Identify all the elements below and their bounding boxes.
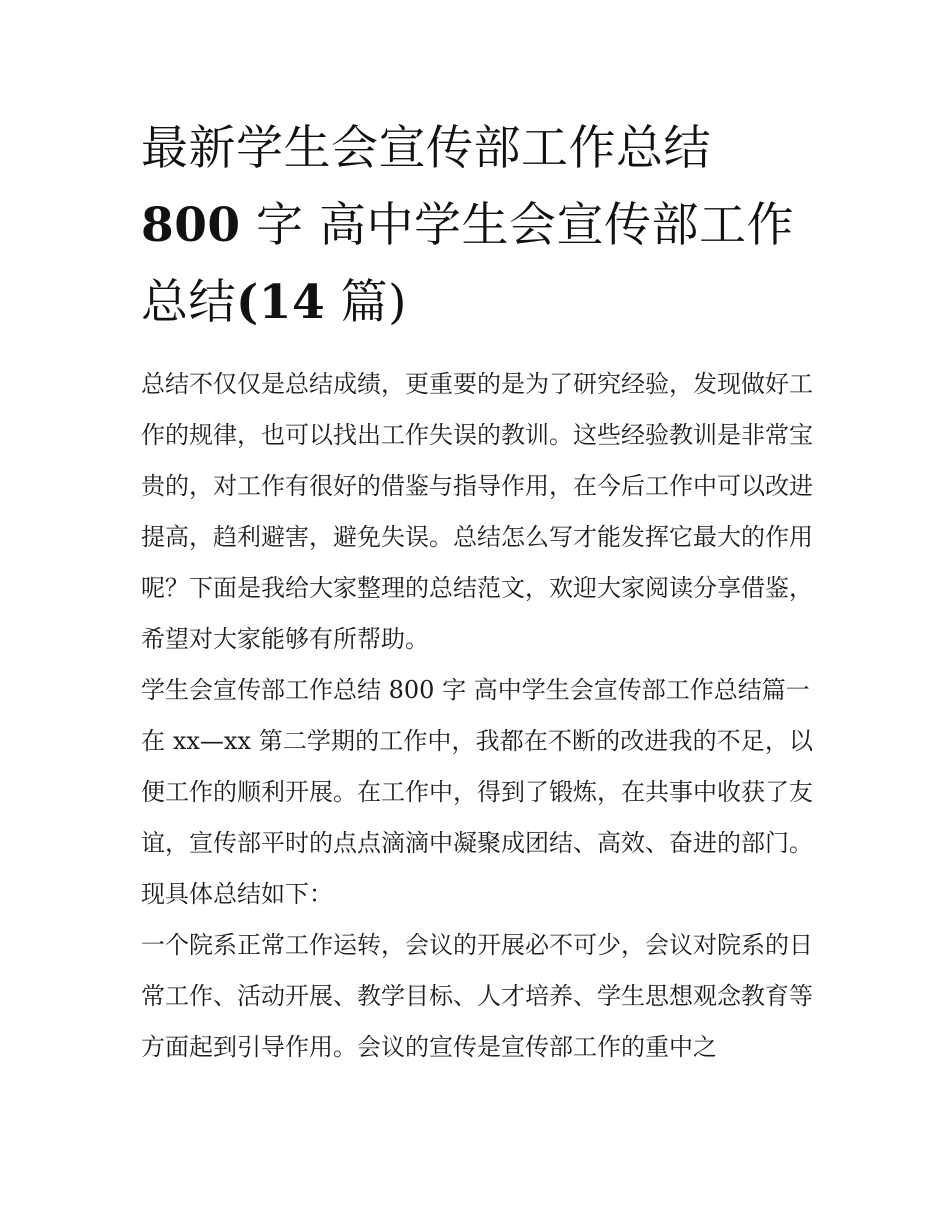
title-line-1: 最新学生会宣传部工作总结 xyxy=(141,121,711,176)
document-body xyxy=(141,110,813,1073)
body-paragraph-2: 一个院系正常工作运转，会议的开展必不可少，会议对院系的日常工作、活动开展、教学目标、人才培养、学生思想观念教育等方面起到引导作用。会议的宣传是宣传部工作的重中之 xyxy=(141,931,813,1061)
title-suffix: 篇) xyxy=(325,275,407,330)
body-paragraph-1: 在 xx—xx 第二学期的工作中，我都在不断的改进我的不足，以便工作的顺利开展。在工作中，得到了锻炼，在共事中收获了友谊，宣传部平时的点点滴滴中凝聚成团结、高效、奋进的部门。现具体总结如下： xyxy=(141,727,813,908)
title-line-2: 字 高中学生会宣传部工作 xyxy=(240,198,794,253)
section-heading: 学生会宣传部工作总结 800 字 高中学生会宣传部工作总结篇一 xyxy=(141,676,810,704)
title-count: (14 xyxy=(236,275,326,330)
title-number: 800 xyxy=(141,198,241,253)
title-line-3: 总结 xyxy=(141,275,236,330)
document-title xyxy=(141,110,813,341)
intro-paragraph: 总结不仅仅是总结成绩，更重要的是为了研究经验，发现做好工作的规律，也可以找出工作失误的教训。这些经验教训是非常宝贵的，对工作有很好的借鉴与指导作用，在今后工作中可以改进提高，趋利避害，避免失误。总结怎么写才能发挥它最大的作用呢？下面是我给大家整理的总结范文，欢迎大家阅读分享借鉴，希望对大家能够有所帮助。 xyxy=(141,370,813,653)
